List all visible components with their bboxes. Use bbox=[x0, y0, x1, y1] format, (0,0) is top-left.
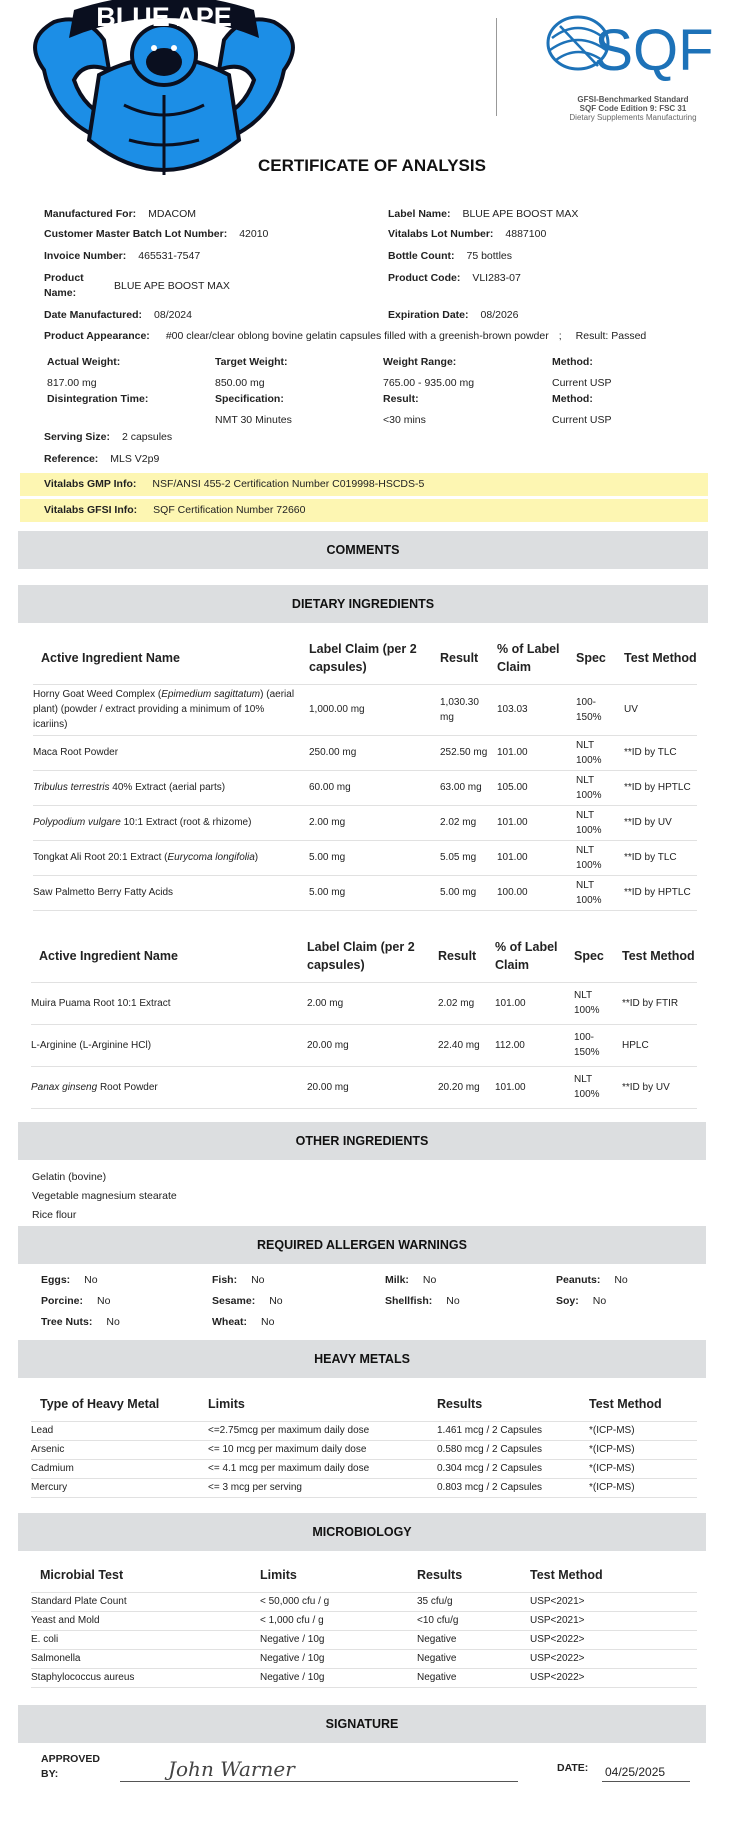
cell-method: USP<2022> bbox=[530, 1668, 697, 1687]
ingredient-name: Horny Goat Weed Complex (Epimedium sagittatum) (aerial plant) (powder / extract providing a minimum of 10% icariins) bbox=[33, 684, 309, 735]
cell-method: *(ICP-MS) bbox=[589, 1459, 697, 1478]
method2-label: Method: bbox=[552, 393, 593, 405]
sqf-text: SQF bbox=[594, 18, 714, 83]
cell-test: Yeast and Mold bbox=[31, 1611, 260, 1630]
allergen-item: Soy: No bbox=[556, 1295, 607, 1307]
ingredient-result: 2.02 mg bbox=[438, 982, 495, 1024]
cell-method: *(ICP-MS) bbox=[589, 1478, 697, 1497]
cell-method: USP<2021> bbox=[530, 1592, 697, 1611]
ingredient-claim: 20.00 mg bbox=[307, 1066, 438, 1108]
col-header: Test Method bbox=[622, 948, 695, 963]
ingredient-name: Polypodium vulgare 10:1 Extract (root & rhizome) bbox=[33, 805, 309, 840]
cell-method: USP<2022> bbox=[530, 1630, 697, 1649]
invoice-number: Invoice Number: 465531-7547 bbox=[44, 250, 201, 262]
col-header: Test Method bbox=[589, 1396, 662, 1411]
allergen-item: Shellfish: No bbox=[385, 1295, 460, 1307]
cell-type: Lead bbox=[31, 1421, 208, 1440]
ingredient-name: Saw Palmetto Berry Fatty Acids bbox=[33, 875, 309, 910]
ingredient-spec: NLT 100% bbox=[574, 982, 622, 1024]
microbiology-table bbox=[31, 1558, 697, 1688]
ingredient-result: 1,030.30 mg bbox=[440, 684, 497, 735]
ingredient-spec: 100-150% bbox=[574, 1024, 622, 1066]
date-line bbox=[602, 1781, 690, 1782]
product-name: Product Name:BLUE APE BOOST MAX bbox=[44, 272, 230, 299]
dietary-ingredients-table-2 bbox=[31, 930, 697, 1109]
ingredient-method: **ID by UV bbox=[624, 805, 697, 840]
ingredient-name: Tongkat Ali Root 20:1 Extract (Eurycoma longifolia) bbox=[33, 840, 309, 875]
cell-result: Negative bbox=[417, 1649, 530, 1668]
cell-method: USP<2021> bbox=[530, 1611, 697, 1630]
col-header: Label Claim (per 2 capsules) bbox=[309, 641, 417, 674]
cell-limit: < 1,000 cfu / g bbox=[260, 1611, 417, 1630]
cell-result: 0.580 mcg / 2 Capsules bbox=[437, 1440, 589, 1459]
ingredient-spec: 100-150% bbox=[576, 684, 624, 735]
date-manufactured: Date Manufactured: 08/2024 bbox=[44, 309, 192, 321]
specification-label: Specification: bbox=[215, 393, 284, 405]
ingredient-claim: 250.00 mg bbox=[309, 735, 440, 770]
cell-method: *(ICP-MS) bbox=[589, 1440, 697, 1459]
col-header: Spec bbox=[574, 948, 604, 963]
ingredient-row bbox=[33, 805, 697, 840]
ingredient-pct: 101.00 bbox=[497, 805, 576, 840]
ingredient-method: **ID by HPTLC bbox=[624, 770, 697, 805]
method-label: Method: bbox=[552, 356, 593, 368]
batch-lot: Customer Master Batch Lot Number: 42010 bbox=[44, 228, 269, 240]
result-label: Result: bbox=[383, 393, 419, 405]
cell-type: Arsenic bbox=[31, 1440, 208, 1459]
ingredient-row bbox=[33, 875, 697, 910]
dietary-ingredients-table-1 bbox=[33, 632, 697, 911]
ingredient-method: UV bbox=[624, 684, 697, 735]
ingredient-name: Maca Root Powder bbox=[33, 735, 309, 770]
table-row bbox=[31, 1630, 697, 1649]
ingredient-row bbox=[33, 770, 697, 805]
col-header: Limits bbox=[260, 1567, 297, 1582]
ingredient-spec: NLT 100% bbox=[576, 875, 624, 910]
ingredient-row bbox=[33, 840, 697, 875]
cell-type: Mercury bbox=[31, 1478, 208, 1497]
col-header: Result bbox=[438, 948, 477, 963]
cell-limit: Negative / 10g bbox=[260, 1630, 417, 1649]
product-appearance: Product Appearance: #00 clear/clear oblong bovine gelatin capsules filled with a greenish-brown powder ; Result: Passed bbox=[44, 330, 647, 342]
ingredient-spec: NLT 100% bbox=[574, 1066, 622, 1108]
actual-weight: 817.00 mg bbox=[47, 377, 97, 389]
col-header: Spec bbox=[576, 650, 606, 665]
ingredient-pct: 101.00 bbox=[497, 840, 576, 875]
col-header: Active Ingredient Name bbox=[41, 650, 180, 665]
ingredient-claim: 20.00 mg bbox=[307, 1024, 438, 1066]
target-weight: 850.00 mg bbox=[215, 377, 265, 389]
ingredient-spec: NLT 100% bbox=[576, 735, 624, 770]
allergen-warnings-header: REQUIRED ALLERGEN WARNINGS bbox=[18, 1226, 706, 1264]
ingredient-result: 22.40 mg bbox=[438, 1024, 495, 1066]
cell-method: USP<2022> bbox=[530, 1649, 697, 1668]
ingredient-spec: NLT 100% bbox=[576, 840, 624, 875]
ingredient-result: 252.50 mg bbox=[440, 735, 497, 770]
allergen-item: Fish: No bbox=[212, 1274, 265, 1286]
date-value: 04/25/2025 bbox=[605, 1765, 666, 1779]
allergen-item: Wheat: No bbox=[212, 1316, 275, 1328]
dietary-ingredients-header: DIETARY INGREDIENTS bbox=[18, 585, 708, 623]
ingredient-name: L-Arginine (L-Arginine HCl) bbox=[31, 1024, 307, 1066]
table-row bbox=[31, 1440, 697, 1459]
cell-test: Staphylococcus aureus bbox=[31, 1668, 260, 1687]
sqf-line2: SQF Code Edition 9: FSC 31 bbox=[579, 104, 687, 113]
ingredient-spec: NLT 100% bbox=[576, 770, 624, 805]
ingredient-result: 20.20 mg bbox=[438, 1066, 495, 1108]
product-code: Product Code: VLI283-07 bbox=[388, 272, 521, 284]
ingredient-pct: 112.00 bbox=[495, 1024, 574, 1066]
expiration-date: Expiration Date: 08/2026 bbox=[388, 309, 519, 321]
col-header: Active Ingredient Name bbox=[39, 948, 178, 963]
ingredient-method: **ID by TLC bbox=[624, 840, 697, 875]
ingredient-name: Panax ginseng Root Powder bbox=[31, 1066, 307, 1108]
table-row bbox=[31, 1592, 697, 1611]
method2-value: Current USP bbox=[552, 414, 612, 426]
ingredient-row bbox=[33, 684, 697, 735]
allergen-item: Tree Nuts: No bbox=[41, 1316, 120, 1328]
vitalabs-lot: Vitalabs Lot Number: 4887100 bbox=[388, 228, 547, 240]
actual-weight-label: Actual Weight: bbox=[47, 356, 121, 368]
ingredient-pct: 101.00 bbox=[497, 735, 576, 770]
ingredient-row bbox=[31, 1066, 697, 1108]
ingredient-result: 63.00 mg bbox=[440, 770, 497, 805]
signature: John Warner bbox=[168, 1757, 295, 1781]
target-weight-label: Target Weight: bbox=[215, 356, 288, 368]
page-title: CERTIFICATE OF ANALYSIS bbox=[258, 156, 486, 175]
manufactured-for: Manufactured For: MDACOM bbox=[44, 208, 197, 220]
other-ingredients-header: OTHER INGREDIENTS bbox=[18, 1122, 706, 1160]
ingredient-spec: NLT 100% bbox=[576, 805, 624, 840]
ingredient-result: 2.02 mg bbox=[440, 805, 497, 840]
ingredient-method: **ID by HPTLC bbox=[624, 875, 697, 910]
cell-result: <10 cfu/g bbox=[417, 1611, 530, 1630]
cell-limit: Negative / 10g bbox=[260, 1668, 417, 1687]
allergen-item: Eggs: No bbox=[41, 1274, 98, 1286]
cell-limit: <= 4.1 mcg per maximum daily dose bbox=[208, 1459, 437, 1478]
cell-result: 0.304 mcg / 2 Capsules bbox=[437, 1459, 589, 1478]
col-header: % of Label Claim bbox=[497, 641, 560, 674]
method-value: Current USP bbox=[552, 377, 612, 389]
col-header: Microbial Test bbox=[40, 1567, 124, 1582]
col-header: Label Claim (per 2 capsules) bbox=[307, 939, 415, 972]
ingredient-pct: 105.00 bbox=[497, 770, 576, 805]
header-divider bbox=[496, 18, 497, 116]
cell-type: Cadmium bbox=[31, 1459, 208, 1478]
other-ingredient: Vegetable magnesium stearate bbox=[32, 1190, 177, 1202]
allergen-item: Porcine: No bbox=[41, 1295, 111, 1307]
specification-value: NMT 30 Minutes bbox=[215, 414, 292, 426]
reference: Reference: MLS V2p9 bbox=[44, 453, 160, 465]
ingredient-row bbox=[31, 982, 697, 1024]
cell-result: Negative bbox=[417, 1668, 530, 1687]
ingredient-result: 5.00 mg bbox=[440, 875, 497, 910]
signature-line bbox=[120, 1781, 518, 1782]
ingredient-result: 5.05 mg bbox=[440, 840, 497, 875]
ingredient-claim: 5.00 mg bbox=[309, 875, 440, 910]
other-ingredient: Rice flour bbox=[32, 1209, 77, 1221]
weight-range-label: Weight Range: bbox=[383, 356, 457, 368]
col-header: Limits bbox=[208, 1396, 245, 1411]
allergen-item: Peanuts: No bbox=[556, 1274, 628, 1286]
ingredient-claim: 2.00 mg bbox=[307, 982, 438, 1024]
sqf-line1: GFSI-Benchmarked Standard bbox=[577, 95, 689, 104]
table-row bbox=[31, 1668, 697, 1687]
cell-result: 35 cfu/g bbox=[417, 1592, 530, 1611]
table-row bbox=[31, 1649, 697, 1668]
ingredient-name: Muira Puama Root 10:1 Extract bbox=[31, 982, 307, 1024]
col-header: Result bbox=[440, 650, 479, 665]
bottle-count: Bottle Count: 75 bottles bbox=[388, 250, 513, 262]
cell-limit: Negative / 10g bbox=[260, 1649, 417, 1668]
approved-by-label: APPROVED BY: bbox=[41, 1753, 100, 1780]
ingredient-pct: 101.00 bbox=[495, 1066, 574, 1108]
table-row bbox=[31, 1611, 697, 1630]
other-ingredient: Gelatin (bovine) bbox=[32, 1171, 107, 1183]
ingredient-row bbox=[33, 735, 697, 770]
ingredient-pct: 100.00 bbox=[497, 875, 576, 910]
cell-result: Negative bbox=[417, 1630, 530, 1649]
ingredient-name: Tribulus terrestris 40% Extract (aerial parts) bbox=[33, 770, 309, 805]
table-row bbox=[31, 1459, 697, 1478]
ingredient-method: **ID by FTIR bbox=[622, 982, 697, 1024]
table-row bbox=[31, 1478, 697, 1497]
col-header: % of Label Claim bbox=[495, 939, 558, 972]
col-header: Results bbox=[437, 1396, 483, 1411]
ingredient-row bbox=[31, 1024, 697, 1066]
cell-test: Salmonella bbox=[31, 1649, 260, 1668]
col-header: Test Method bbox=[530, 1567, 603, 1582]
cell-result: 0.803 mcg / 2 Capsules bbox=[437, 1478, 589, 1497]
ingredient-claim: 1,000.00 mg bbox=[309, 684, 440, 735]
cell-test: Standard Plate Count bbox=[31, 1592, 260, 1611]
comments-header: COMMENTS bbox=[18, 531, 708, 569]
ingredient-method: **ID by TLC bbox=[624, 735, 697, 770]
cell-result: 1.461 mcg / 2 Capsules bbox=[437, 1421, 589, 1440]
ingredient-claim: 5.00 mg bbox=[309, 840, 440, 875]
col-header: Type of Heavy Metal bbox=[40, 1396, 160, 1411]
weight-range: 765.00 - 935.00 mg bbox=[383, 377, 475, 389]
signature-header: SIGNATURE bbox=[18, 1705, 706, 1743]
ingredient-method: HPLC bbox=[622, 1024, 697, 1066]
heavy-metals-header: HEAVY METALS bbox=[18, 1340, 706, 1378]
ingredient-claim: 2.00 mg bbox=[309, 805, 440, 840]
cell-limit: <= 3 mcg per serving bbox=[208, 1478, 437, 1497]
gfsi-info: Vitalabs GFSI Info: SQF Certification Number 72660 bbox=[20, 499, 708, 522]
table-row bbox=[31, 1421, 697, 1440]
result-value: <30 mins bbox=[383, 414, 426, 426]
ingredient-claim: 60.00 mg bbox=[309, 770, 440, 805]
heavy-metals-table bbox=[31, 1387, 697, 1498]
sqf-line3: Dietary Supplements Manufacturing bbox=[569, 113, 697, 122]
ingredient-pct: 103.03 bbox=[497, 684, 576, 735]
cell-limit: <= 10 mcg per maximum daily dose bbox=[208, 1440, 437, 1459]
ingredient-method: **ID by UV bbox=[622, 1066, 697, 1108]
label-name: Label Name: BLUE APE BOOST MAX bbox=[388, 208, 579, 220]
disintegration-label: Disintegration Time: bbox=[47, 393, 149, 405]
logo-text: BLUE APE bbox=[96, 2, 232, 32]
gmp-info: Vitalabs GMP Info: NSF/ANSI 455-2 Certification Number C019998-HSCDS-5 bbox=[20, 473, 708, 496]
date-label: DATE: bbox=[557, 1762, 589, 1774]
cell-limit: <=2.75mcg per maximum daily dose bbox=[208, 1421, 437, 1440]
cell-method: *(ICP-MS) bbox=[589, 1421, 697, 1440]
allergen-item: Sesame: No bbox=[212, 1295, 283, 1307]
microbiology-header: MICROBIOLOGY bbox=[18, 1513, 706, 1551]
ingredient-pct: 101.00 bbox=[495, 982, 574, 1024]
allergen-item: Milk: No bbox=[385, 1274, 437, 1286]
sqf-caption bbox=[540, 95, 726, 122]
serving-size: Serving Size: 2 capsules bbox=[44, 431, 173, 443]
cell-limit: < 50,000 cfu / g bbox=[260, 1592, 417, 1611]
col-header: Results bbox=[417, 1567, 463, 1582]
cell-test: E. coli bbox=[31, 1630, 260, 1649]
col-header: Test Method bbox=[624, 650, 697, 665]
